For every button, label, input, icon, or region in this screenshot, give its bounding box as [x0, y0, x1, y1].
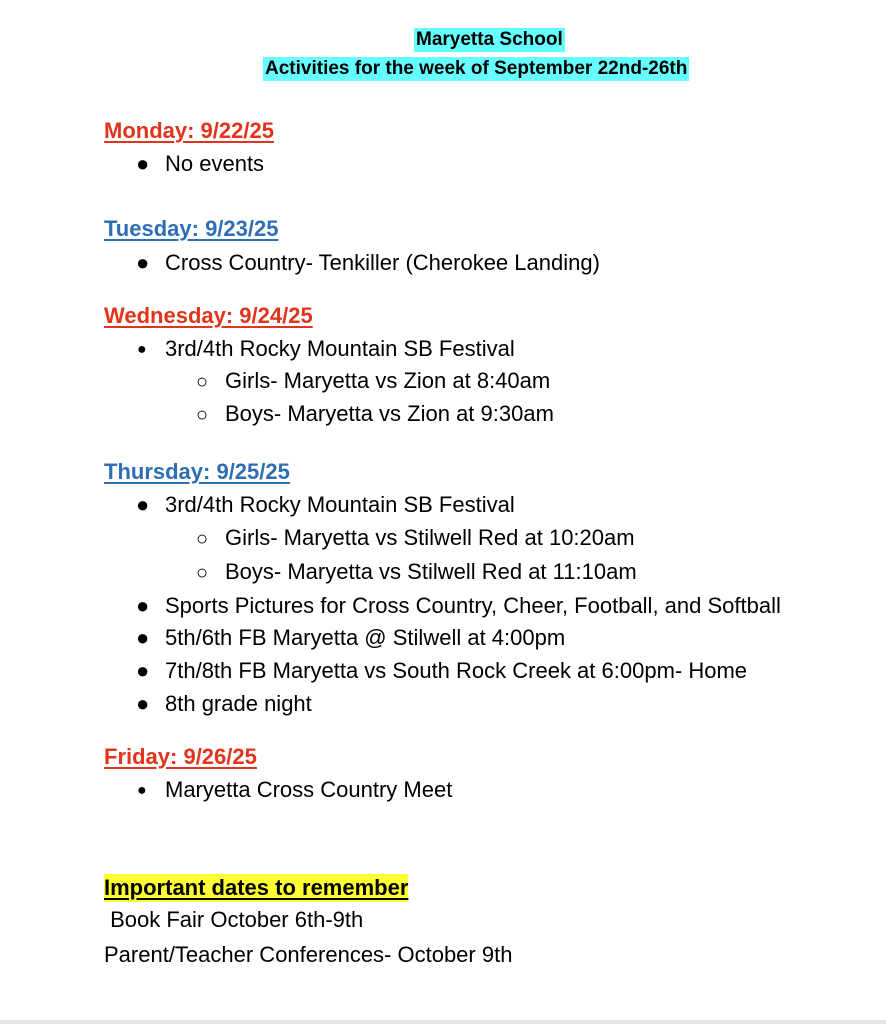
sub-list-item: Girls- Maryetta vs Zion at 8:40am — [225, 368, 551, 393]
bullet-icon: ● — [137, 782, 147, 799]
hollow-bullet-icon: ○ — [196, 562, 209, 584]
list-item: 8th grade night — [165, 691, 312, 716]
list-item: Maryetta Cross Country Meet — [165, 777, 453, 802]
conferences-note: Parent/Teacher Conferences- October 9th — [104, 942, 513, 967]
bullet-icon: ● — [136, 691, 150, 716]
hollow-bullet-icon: ○ — [196, 404, 209, 426]
list-item: 3rd/4th Rocky Mountain SB Festival — [165, 336, 515, 361]
important-dates-heading: Important dates to remember — [104, 875, 409, 900]
bullet-icon: ● — [136, 151, 150, 176]
school-title: Maryetta School — [416, 29, 563, 50]
day-heading-wednesday: Wednesday: 9/24/25 — [104, 303, 313, 328]
sub-list-item: Boys- Maryetta vs Stilwell Red at 11:10am — [225, 559, 637, 584]
bullet-icon: ● — [136, 658, 150, 683]
book-fair-note: Book Fair October 6th-9th — [104, 907, 364, 932]
day-heading-friday: Friday: 9/26/25 — [104, 744, 257, 769]
sub-list-item: Boys- Maryetta vs Zion at 9:30am — [225, 401, 554, 426]
bullet-icon: ● — [137, 341, 147, 358]
bullet-icon: ● — [136, 492, 150, 517]
bullet-icon: ● — [136, 593, 150, 618]
page-bottom-divider — [0, 1020, 886, 1024]
week-subtitle: Activities for the week of September 22nd-26th — [265, 58, 688, 79]
list-item: 3rd/4th Rocky Mountain SB Festival — [165, 492, 515, 517]
bullet-icon: ● — [136, 625, 150, 650]
list-item: 7th/8th FB Maryetta vs South Rock Creek at 6:00pm- Home — [165, 658, 748, 683]
hollow-bullet-icon: ○ — [196, 528, 209, 550]
hollow-bullet-icon: ○ — [196, 371, 209, 393]
sub-list-item: Girls- Maryetta vs Stilwell Red at 10:20am — [225, 525, 635, 550]
list-item: Sports Pictures for Cross Country, Cheer, Football, and Softball — [165, 593, 781, 618]
day-heading-thursday: Thursday: 9/25/25 — [104, 459, 290, 484]
list-item: Cross Country- Tenkiller (Cherokee Landing) — [165, 250, 600, 275]
day-heading-tuesday: Tuesday: 9/23/25 — [104, 216, 279, 241]
list-item: 5th/6th FB Maryetta @ Stilwell at 4:00pm — [165, 625, 566, 650]
day-heading-monday: Monday: 9/22/25 — [104, 118, 274, 143]
list-item: No events — [165, 151, 265, 176]
bullet-icon: ● — [136, 250, 150, 275]
